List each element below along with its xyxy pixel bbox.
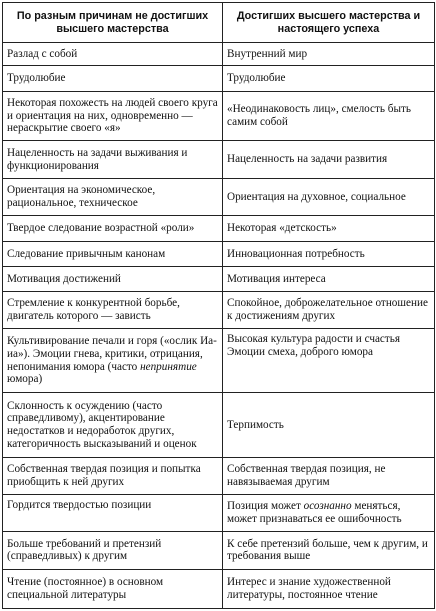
cell-text: юмора) xyxy=(7,373,43,386)
table-row xyxy=(3,266,435,291)
table-row xyxy=(3,329,435,393)
cell-text: Культивирование печали и горя («ослик Иа-иа»). Эмоции гнева, критики, отрицания, непонимания юмора (часто xyxy=(7,335,217,373)
table-row xyxy=(3,216,435,242)
table-row xyxy=(3,141,435,178)
header-achieved: Достигших высшего мастерства и настоящего успеха xyxy=(223,3,435,43)
table-cell-right: Трудолюбие xyxy=(223,65,435,91)
table-row xyxy=(3,393,435,457)
table-cell-right: «Неодинаковость лиц», смелость быть самим собой xyxy=(223,91,435,141)
header-not-achieved: По разным причинам не достигших высшего мастерства xyxy=(3,3,223,43)
table-row xyxy=(3,43,435,66)
table-cell-left: Разлад с собой xyxy=(3,43,223,66)
table-cell-left: Следование привычным канонам xyxy=(3,241,223,266)
table-cell-left: Нацеленность на задачи выживания и функционирования xyxy=(3,141,223,178)
table-cell-right xyxy=(223,494,435,531)
table-cell-right: Нацеленность на задачи развития xyxy=(223,141,435,178)
cell-text: меняться, может признаваться ее ошибочность xyxy=(227,500,402,526)
table-cell-left: Стремление к конкурентной борьбе, двигатель которого — зависть xyxy=(3,291,223,328)
table-row xyxy=(3,569,435,608)
table-cell-left: Твердое следование возрастной «роли» xyxy=(3,216,223,242)
table-row xyxy=(3,457,435,494)
table-cell-right: Спокойное, доброжелательное отношение к достижениям других xyxy=(223,291,435,328)
table-cell-left: Ориентация на экономическое, рациональное, техническое xyxy=(3,178,223,215)
comparison-table-page xyxy=(2,2,434,609)
table-cell-left: Собственная твердая позиция и попытка приобщить к ней других xyxy=(3,457,223,494)
table-row xyxy=(3,65,435,91)
table-row xyxy=(3,291,435,328)
table-cell-left: Мотивация достижений xyxy=(3,266,223,291)
table-row xyxy=(3,532,435,569)
comparison-table xyxy=(2,2,435,609)
cell-text: Позиция может xyxy=(227,500,304,513)
table-cell-right: Терпимость xyxy=(223,393,435,457)
table-cell-right: Инновационная потребность xyxy=(223,241,435,266)
table-cell-right: Мотивация интереса xyxy=(223,266,435,291)
table-cell-left: Чтение (постоянное) в основном специальной литературы xyxy=(3,569,223,608)
cell-text-italic: осознанно xyxy=(303,500,352,513)
table-row xyxy=(3,241,435,266)
table-header-row xyxy=(3,3,435,43)
cell-text-italic: непринятие xyxy=(140,360,197,373)
table-cell-right: Внутренний мир xyxy=(223,43,435,66)
table-cell-left: Больше требований и претензий (справедливых) к другим xyxy=(3,532,223,569)
table-row xyxy=(3,178,435,215)
table-row xyxy=(3,494,435,531)
table-cell-right: Некоторая «детскость» xyxy=(223,216,435,242)
table-cell-right: Собственная твердая позиция, не навязываемая другим xyxy=(223,457,435,494)
table-cell-left: Гордится твердостью позиции xyxy=(3,494,223,531)
table-cell-left: Некоторая похожесть на людей своего круга и ориентация на них, одновременно — нераскрытие своего «я» xyxy=(3,91,223,141)
table-row xyxy=(3,91,435,141)
table-cell-right: Ориентация на духовное, социальное xyxy=(223,178,435,215)
table-cell-right: Высокая культура радости и счастья Эмоции смеха, доброго юмора xyxy=(223,329,435,393)
table-cell-left xyxy=(3,329,223,393)
table-cell-left: Трудолюбие xyxy=(3,65,223,91)
table-cell-left: Склонность к осуждению (часто справедливому), акцентирование недостатков и недоработок других, категоричность высказываний и оценок xyxy=(3,393,223,457)
table-cell-right: Интерес и знание художественной литературы, постоянное чтение xyxy=(223,569,435,608)
table-cell-right: К себе претензий больше, чем к другим, и требования выше xyxy=(223,532,435,569)
